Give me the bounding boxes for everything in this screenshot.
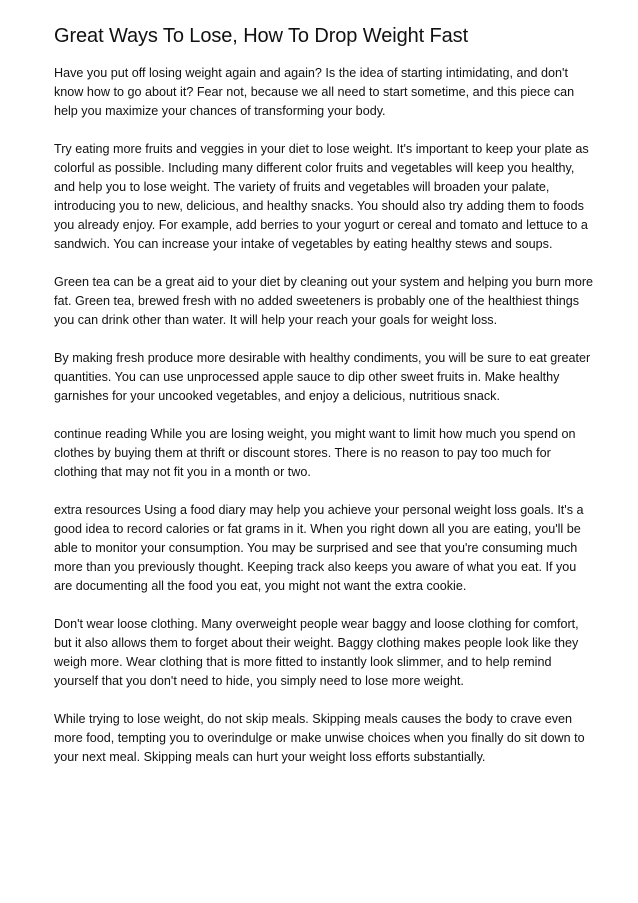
paragraph-food-diary: extra resources Using a food diary may help you achieve your personal weight loss goals. It's a good idea to record calories or fat grams in it. When you right down all you are eating, you'll be able to monitor your consumption. You may be surprised and see that you're consuming much more than you previously thought. Keeping track also keeps you aware of what you eat. If you are documenting all the food you eat, you might not want the extra cookie. — [54, 503, 584, 593]
paragraph-fruits-veggies: Try eating more fruits and veggies in your diet to lose weight. It's important to keep your plate as colorful as possible. Including many different color fruits and vegetables will keep you healthy, and help you to lose weight. The variety of fruits and vegetables will broaden your palate, introducing you to new, delicious, and healthy snacks. You should also try adding them to foods you already enjoy. For example, add berries to your yogurt or cereal and tomato and lettuce to a sandwich. You can increase your intake of vegetables by eating healthy stews and soups. — [54, 142, 589, 251]
paragraph-loose-clothing: Don't wear loose clothing. Many overweight people wear baggy and loose clothing for comfort, but it also allows them to forget about their weight. Baggy clothing makes people look like they weigh more. Wear clothing that is more fitted to instantly look slimmer, and to help remind yourself that you don't need to hide, you simply need to lose more weight. — [54, 617, 579, 688]
paragraph-intro: Have you put off losing weight again and again? Is the idea of starting intimidating, and don't know how to go about it? Fear not, because we all need to start sometime, and this piece can help you maximize your chances of transforming your body. — [54, 66, 575, 118]
paragraph-green-tea: Green tea can be a great aid to your diet by cleaning out your system and helping you burn more fat. Green tea, brewed fresh with no added sweeteners is probably one of the healthiest things you can drink other than water. It will help your reach your goals for weight loss. — [54, 275, 594, 327]
document-page — [54, 22, 594, 786]
page-title: Great Ways To Lose, How To Drop Weight Fast — [54, 25, 469, 47]
paragraph-condiments: By making fresh produce more desirable with healthy condiments, you will be sure to eat greater quantities. You can use unprocessed apple sauce to dip other sweet fruits in. Make healthy garnishes for your uncooked vegetables, and enjoy a delicious, nutritious snack. — [54, 351, 591, 403]
paragraph-clothes-budget: continue reading While you are losing weight, you might want to limit how much you spend on clothes by buying them at thrift or discount stores. There is no reason to pay too much for clothing that may not fit you in a month or two. — [54, 427, 576, 479]
paragraph-skip-meals: While trying to lose weight, do not skip meals. Skipping meals causes the body to crave even more food, tempting you to overindulge or make unwise choices when you finally do sit down to your next meal. Skipping meals can hurt your weight loss efforts substantially. — [54, 712, 585, 764]
